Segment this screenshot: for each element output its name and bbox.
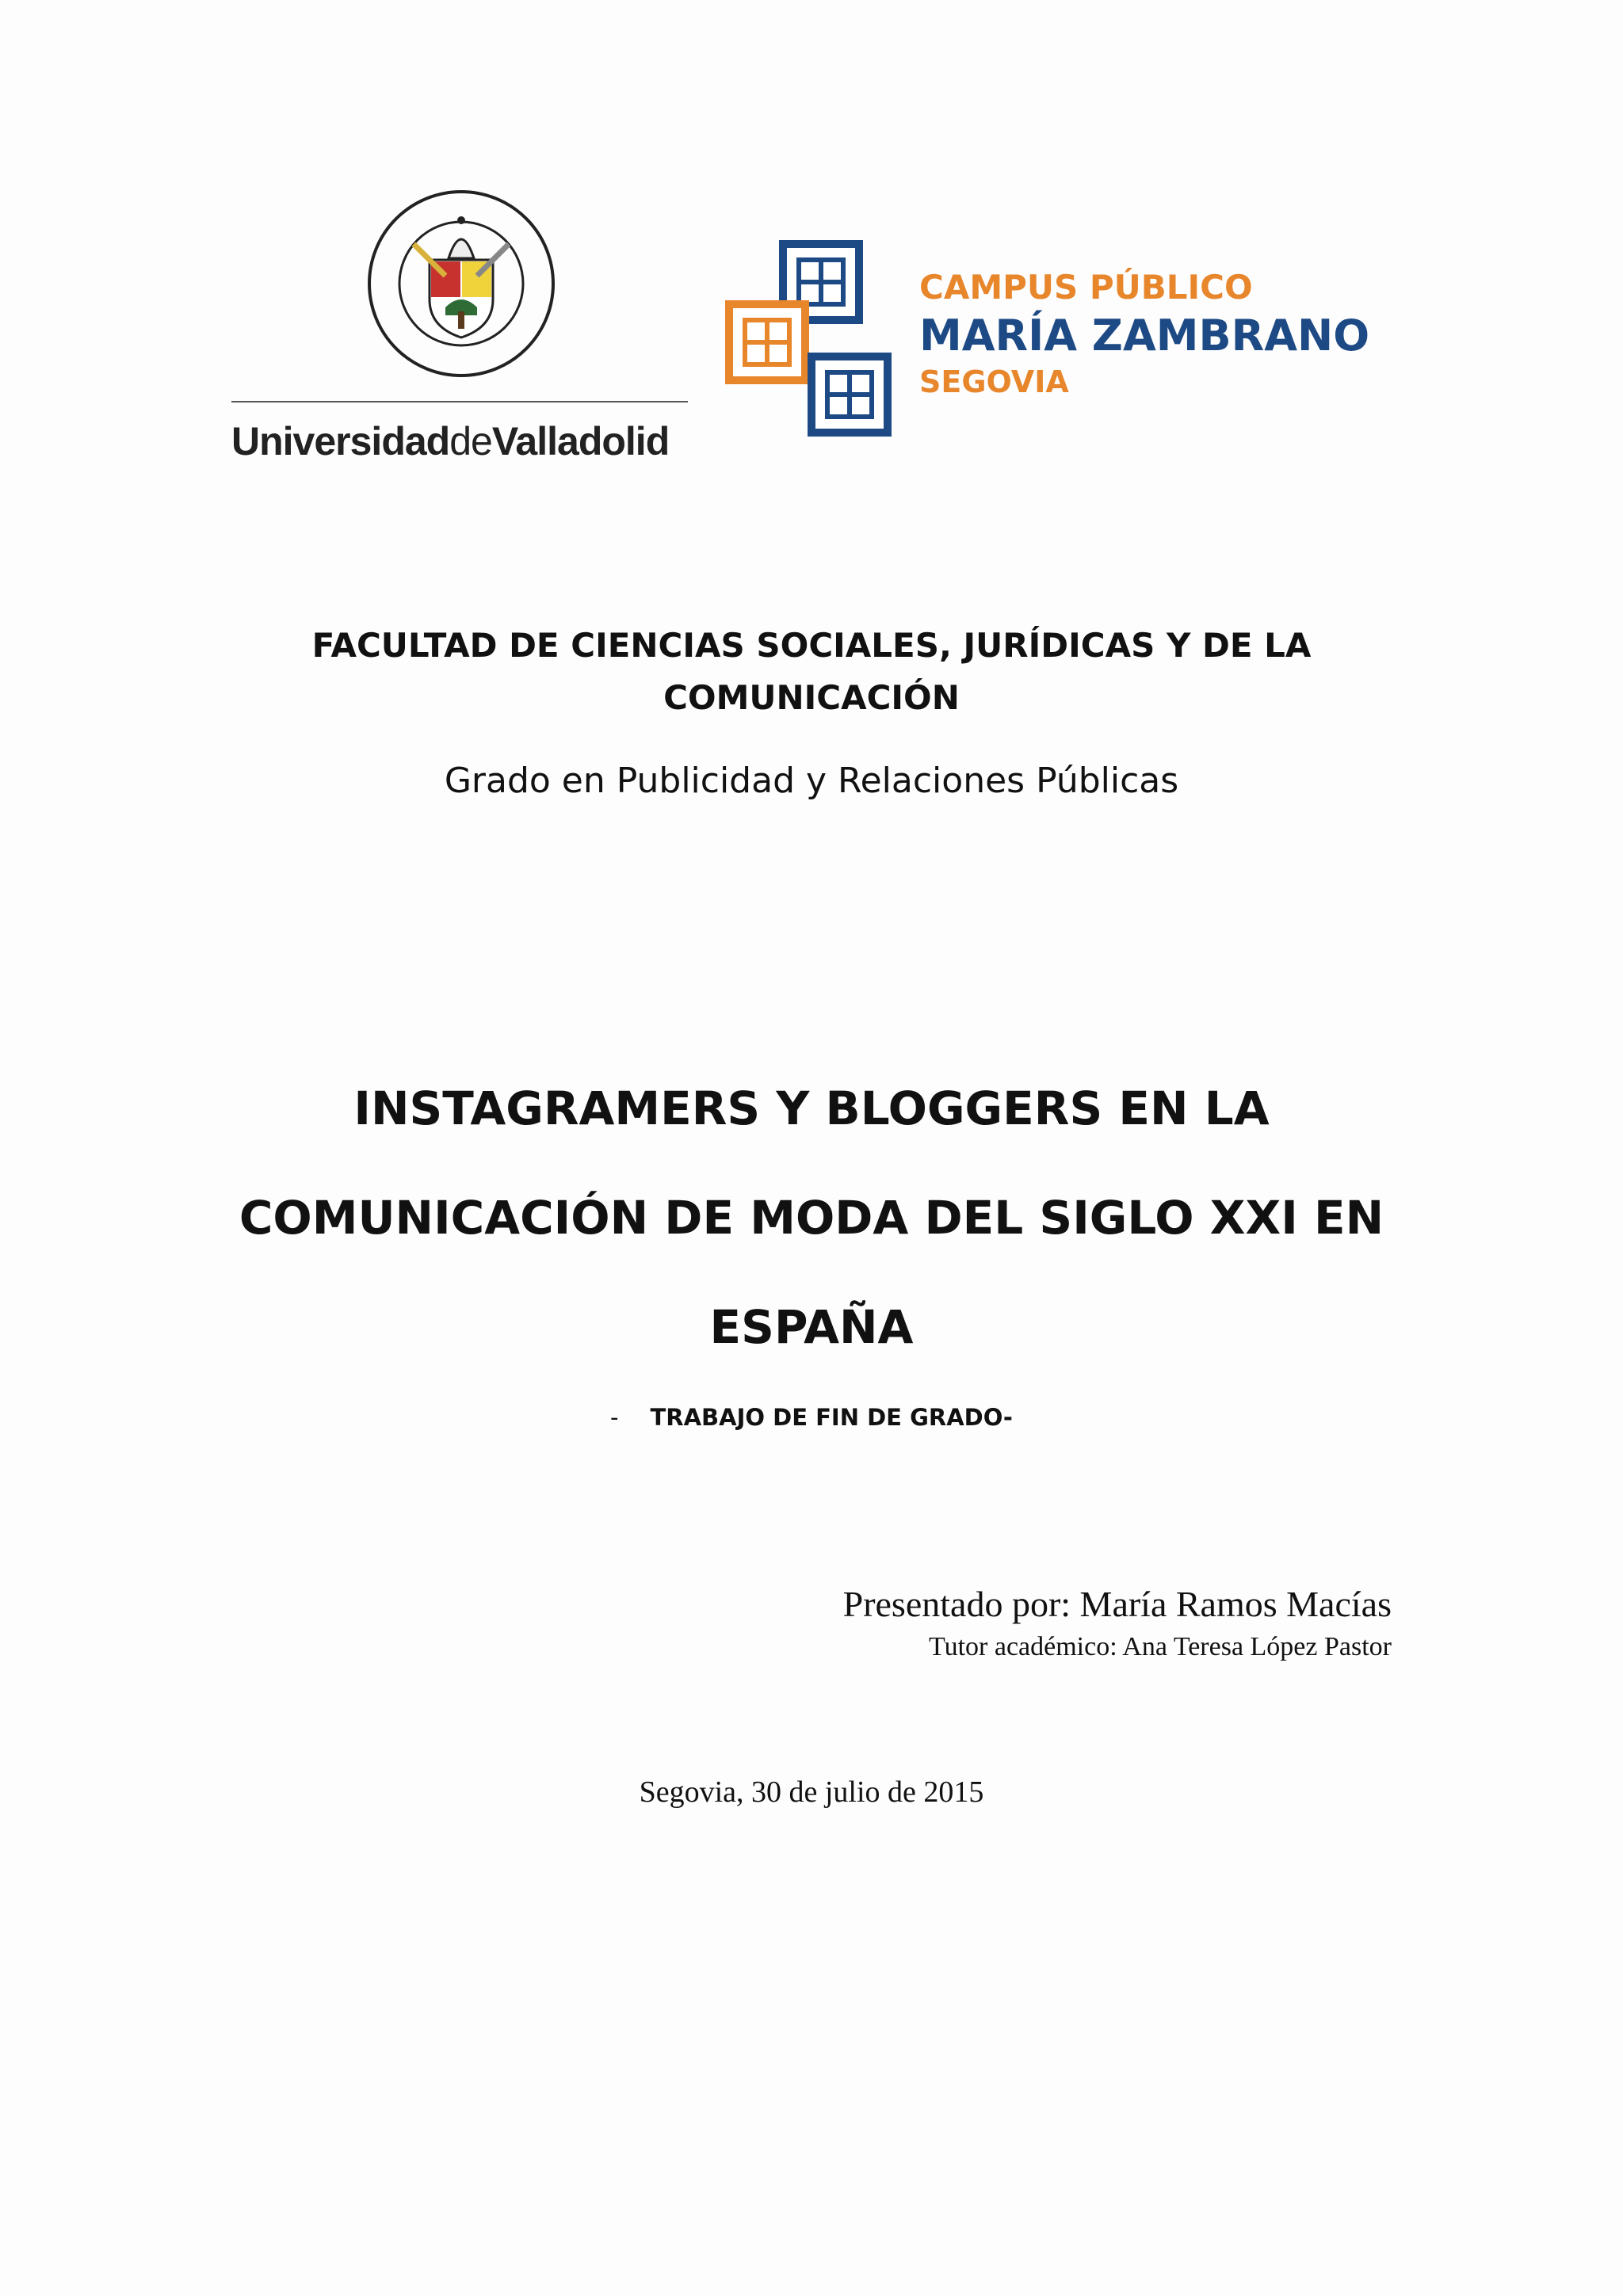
campus-line-2: MARÍA ZAMBRANO — [919, 311, 1370, 360]
logo-divider — [231, 401, 688, 402]
title-line-2: COMUNICACIÓN DE MODA DEL SIGLO XXI EN — [239, 1191, 1384, 1245]
document-type — [0, 1404, 1623, 1431]
title-line-1: INSTAGRAMERS Y BLOGGERS EN LA — [353, 1081, 1270, 1135]
campus-logo — [723, 238, 1370, 444]
faculty-line-2: COMUNICACIÓN — [663, 678, 960, 717]
university-seal-icon — [366, 189, 556, 379]
university-name: UniversidaddeValladolid — [231, 419, 670, 463]
university-logo — [231, 189, 691, 474]
subtitle-dash: - — [610, 1404, 619, 1431]
campus-line-3: SEGOVIA — [919, 364, 1069, 399]
presented-by: Presentado por: María Ramos Macías — [842, 1584, 1392, 1624]
campus-window-icon — [723, 238, 897, 440]
thesis-title — [0, 1054, 1623, 1382]
place-date: Segovia, 30 de julio de 2015 — [639, 1775, 984, 1809]
campus-line-1: CAMPUS PÚBLICO — [919, 268, 1253, 307]
degree-name: Grado en Publicidad y Relaciones Públicas — [444, 761, 1179, 801]
faculty-line-1: FACULTAD DE CIENCIAS SOCIALES, JURÍDICAS Y DE LA — [311, 626, 1312, 665]
subtitle-text: TRABAJO DE FIN DE GRADO- — [650, 1404, 1013, 1431]
tutor: Tutor académico: Ana Teresa López Pastor — [929, 1632, 1392, 1661]
title-line-3: ESPAÑA — [709, 1300, 914, 1354]
faculty-heading — [0, 620, 1623, 724]
